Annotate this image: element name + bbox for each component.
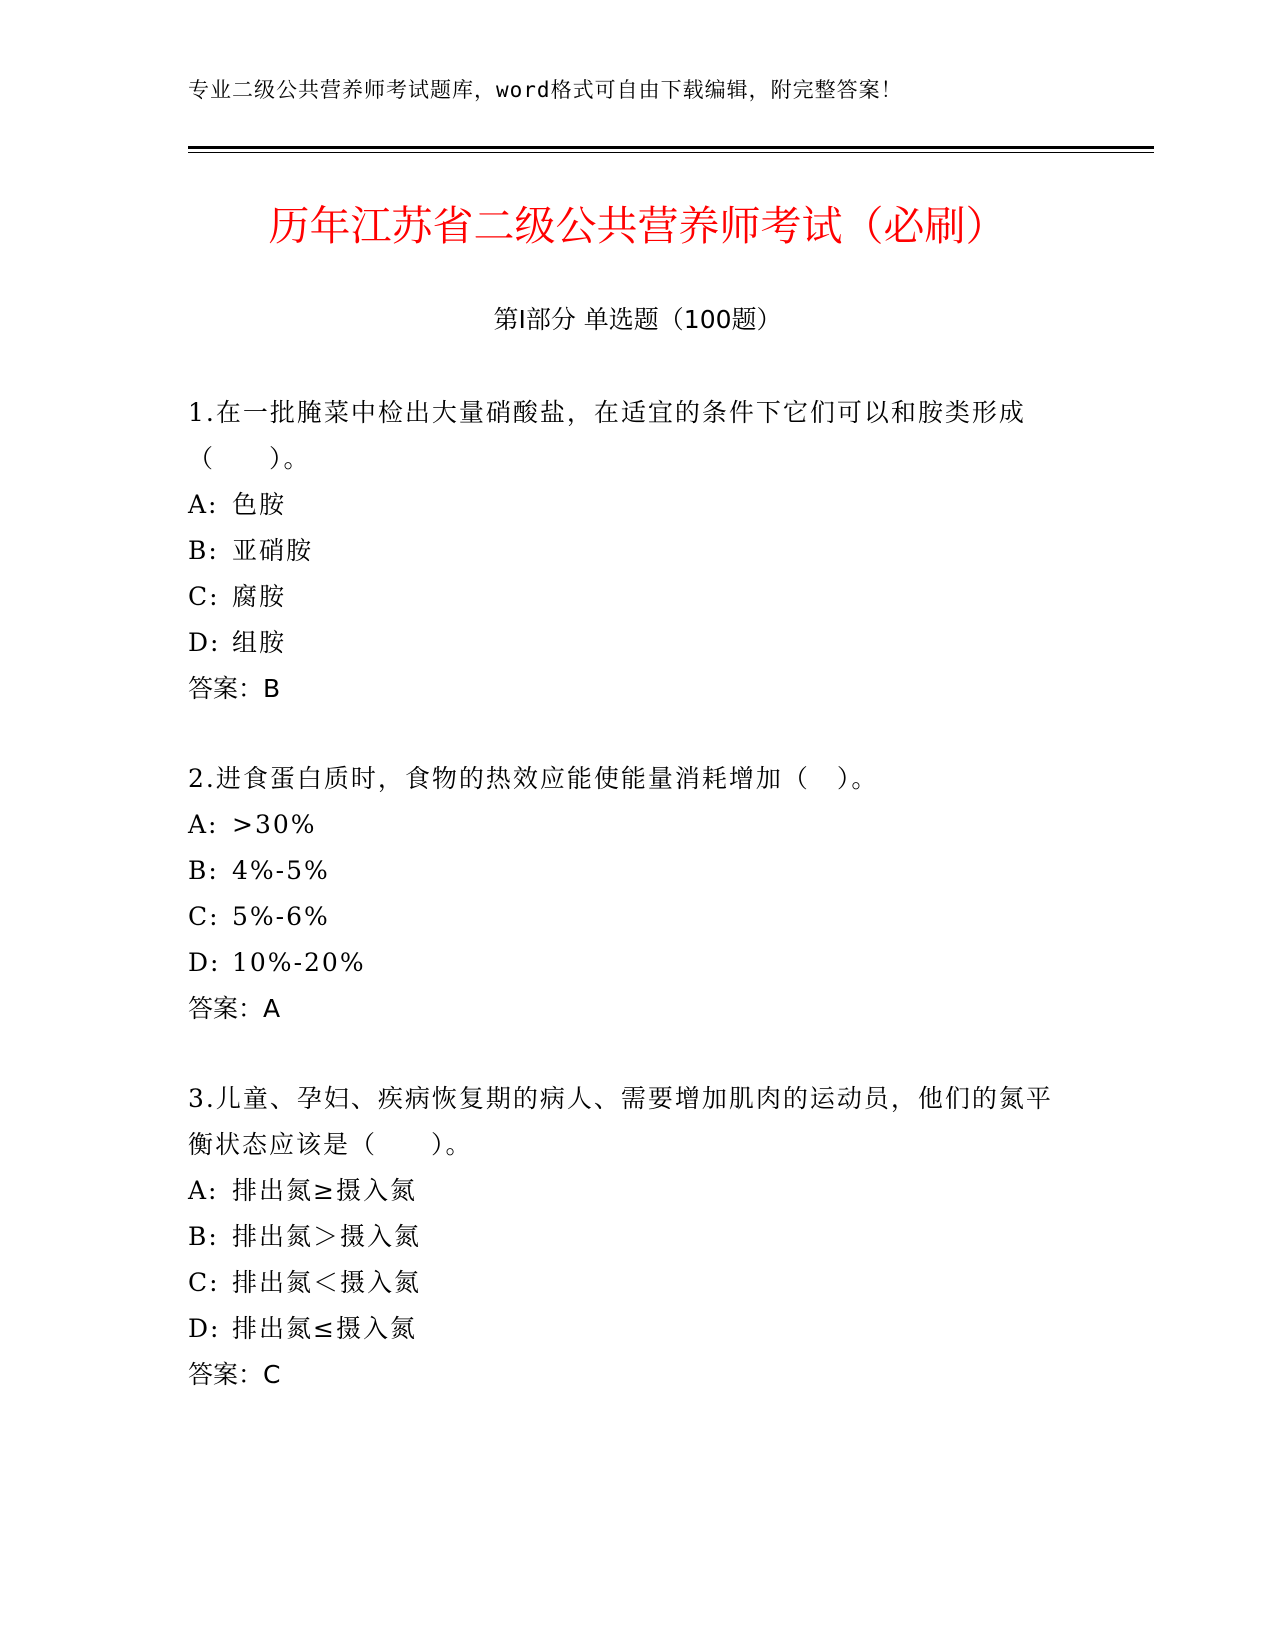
option-key: A: [188,490,219,519]
option-key: B: [188,536,219,565]
option-c [188,1260,1068,1306]
answer-line: 答案：A [188,994,281,1023]
option-key: D: [188,1314,221,1343]
option-text: 排出氮＜摄入氮 [232,1268,422,1297]
question-3 [188,1076,1068,1398]
option-key: A: [188,810,219,839]
question-text: 1.在一批腌菜中检出大量硝酸盐，在适宜的条件下它们可以和胺类形成（ ）。 [188,398,1026,473]
option-key: C: [188,582,220,611]
option-text: 色胺 [232,490,287,519]
option-text: 排出氮≥摄入氮 [232,1176,417,1205]
option-text: >30% [232,810,317,839]
header-rule-thin [188,152,1154,153]
option-text: 10%-20% [232,948,366,977]
option-key: D: [188,948,221,977]
option-b [188,528,1068,574]
option-c [188,894,1068,940]
answer-line: 答案：C [188,1360,281,1389]
option-key: C: [188,902,220,931]
option-a [188,1168,1068,1214]
option-text: 4%-5% [232,856,330,885]
option-a [188,802,1068,848]
option-text: 亚硝胺 [232,536,314,565]
option-text: 组胺 [232,628,287,657]
header-rule-thick [188,146,1154,149]
option-key: A: [188,1176,219,1205]
option-key: B: [188,856,219,885]
header-note: 专业二级公共营养师考试题库，word格式可自由下载编辑，附完整答案！ [188,78,903,102]
question-text: 3.儿童、孕妇、疾病恢复期的病人、需要增加肌肉的运动员，他们的氮平衡状态应该是（ ）。 [188,1084,1053,1159]
option-d [188,620,1068,666]
option-c [188,574,1068,620]
option-d [188,1306,1068,1352]
question-list [188,390,1068,1442]
section-title: 第Ⅰ部分 单选题（100题） [493,305,782,334]
option-b [188,1214,1068,1260]
question-1 [188,390,1068,712]
question-text: 2.进食蛋白质时，食物的热效应能使能量消耗增加（ ）。 [188,764,879,793]
option-text: 腐胺 [232,582,287,611]
document-title: 历年江苏省二级公共营养师考试（必刷） [268,202,1007,250]
option-a [188,482,1068,528]
option-key: B: [188,1222,219,1251]
option-key: D: [188,628,221,657]
option-text: 排出氮＞摄入氮 [232,1222,422,1251]
answer-line: 答案：B [188,674,281,703]
option-text: 排出氮≤摄入氮 [232,1314,417,1343]
option-key: C: [188,1268,220,1297]
option-text: 5%-6% [232,902,330,931]
question-2 [188,756,1068,1032]
option-d [188,940,1068,986]
option-b [188,848,1068,894]
